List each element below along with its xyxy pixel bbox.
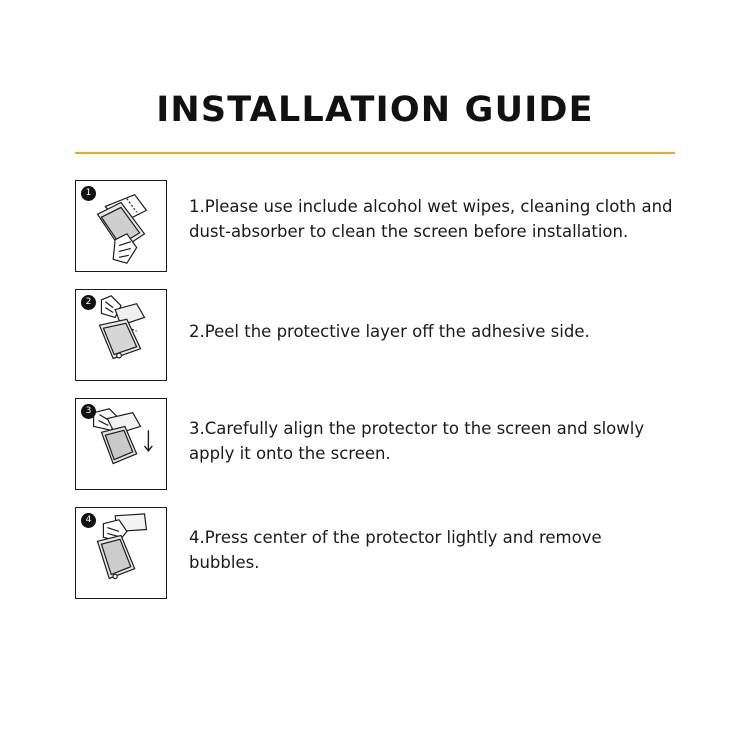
guide-content: [75, 88, 675, 616]
step-illustration-4: [75, 507, 167, 599]
step-badge: 3: [81, 404, 96, 419]
step-description: Please use include alcohol wet wipes, cleaning cloth and dust-absorber to clean the screen before installation.: [189, 197, 673, 241]
step-badge: 2: [81, 295, 96, 310]
list-item: [75, 180, 675, 272]
step-badge: 4: [81, 513, 96, 528]
step-number: 3.: [189, 419, 205, 438]
step-illustration-1: [75, 180, 167, 272]
title-divider: [75, 152, 675, 154]
step-illustration-3: [75, 398, 167, 490]
steps-list: [75, 180, 675, 599]
step-number: 4.: [189, 528, 205, 547]
step-description: Peel the protective layer off the adhesive side.: [204, 322, 590, 341]
step-illustration-2: [75, 289, 167, 381]
step-number: 1.: [189, 197, 205, 216]
step-text: [167, 180, 675, 244]
list-item: [75, 507, 675, 599]
step-text: [167, 289, 675, 344]
list-item: [75, 398, 675, 490]
step-text: [167, 398, 675, 466]
step-description: Press center of the protector lightly and remove bubbles.: [189, 528, 602, 572]
step-text: [167, 507, 675, 575]
list-item: [75, 289, 675, 381]
page-title: INSTALLATION GUIDE: [156, 90, 594, 130]
step-badge: 1: [81, 186, 96, 201]
step-description: Carefully align the protector to the screen and slowly apply it onto the screen.: [189, 419, 645, 463]
step-number: 2.: [189, 322, 205, 341]
